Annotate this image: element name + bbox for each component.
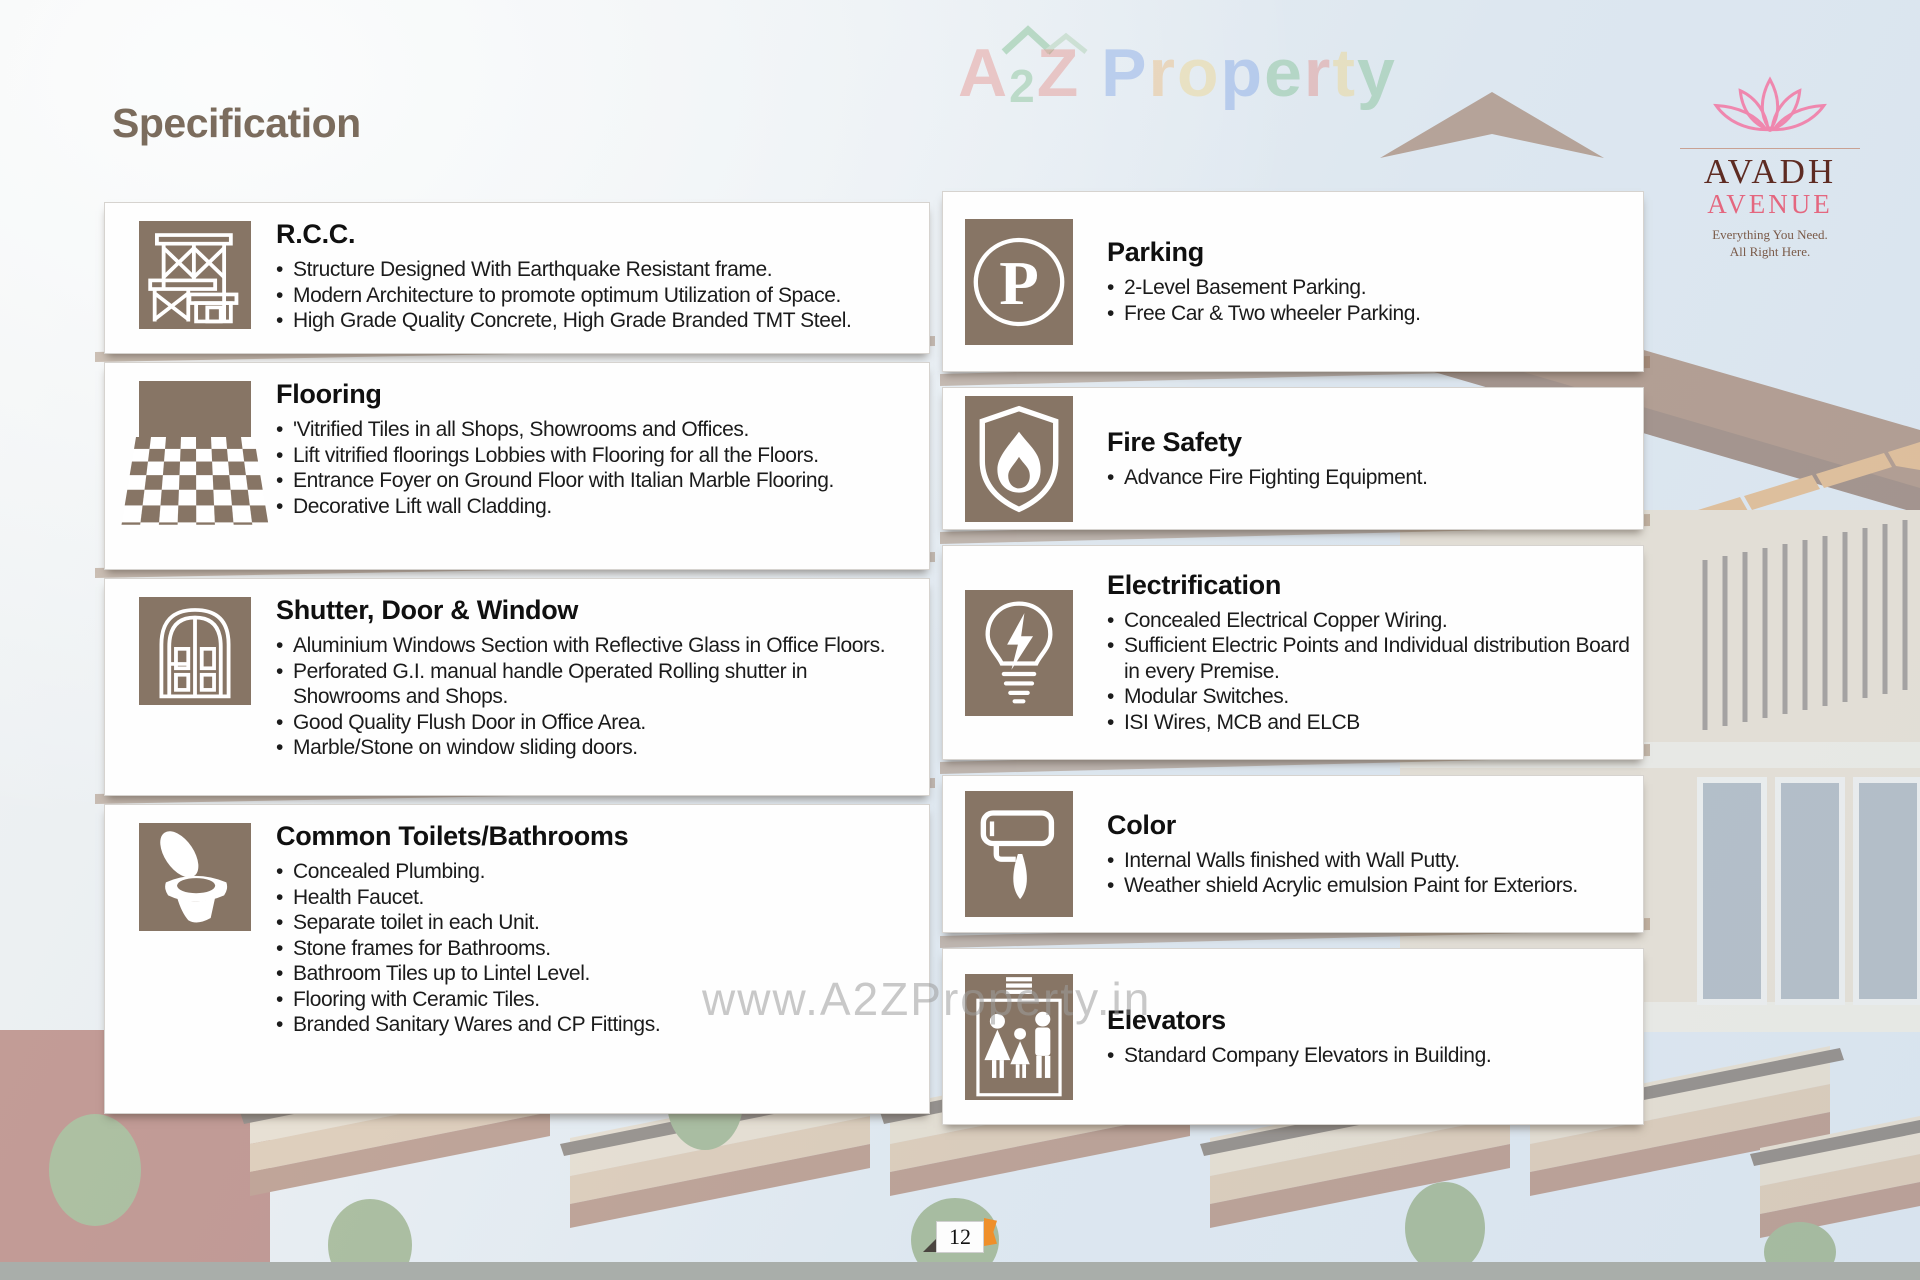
bullet-icon: • bbox=[276, 309, 283, 332]
brand-watermark-letter: o bbox=[1176, 35, 1221, 111]
spec-item: • 2-Level Basement Parking. bbox=[1107, 276, 1367, 299]
bullet-icon: • bbox=[1107, 874, 1114, 897]
bullet-icon: • bbox=[276, 911, 283, 934]
spec-item: • Flooring with Ceramic Tiles. bbox=[276, 987, 540, 1011]
page-number: 12 bbox=[936, 1221, 984, 1253]
spec-item: • Decorative Lift wall Cladding. bbox=[276, 494, 552, 518]
spec-item: • Modular Switches. bbox=[1107, 685, 1289, 709]
spec-card-shutter-door-window bbox=[104, 578, 930, 796]
bullet-icon: • bbox=[276, 736, 283, 759]
spec-item: • Structure Designed With Earthquake Resistant frame. bbox=[276, 258, 773, 281]
bullet-icon: • bbox=[276, 443, 283, 467]
spec-item-list bbox=[1107, 1043, 1633, 1069]
page-title: Specification bbox=[112, 100, 361, 146]
spec-card-title: Flooring bbox=[276, 379, 382, 409]
spec-item: • Health Faucet. bbox=[276, 885, 424, 909]
spec-card-title: Fire Safety bbox=[1107, 426, 1242, 457]
spec-item-list bbox=[276, 257, 915, 334]
bullet-icon: • bbox=[1107, 276, 1114, 299]
spec-item: • Branded Sanitary Wares and CP Fittings. bbox=[276, 1013, 661, 1036]
spec-item: • Bathroom Tiles up to Lintel Level. bbox=[276, 962, 590, 985]
spec-card-toilets bbox=[104, 804, 930, 1114]
avadh-avenue-logo bbox=[1686, 72, 1854, 260]
construction-scaffold-icon bbox=[139, 221, 251, 329]
spec-item: • Lift vitrified floorings Lobbies with Flooring for all the Floors. bbox=[276, 443, 819, 467]
spec-card-rcc bbox=[104, 202, 930, 354]
spec-item: • Separate toilet in each Unit. bbox=[276, 911, 540, 934]
bullet-icon: • bbox=[1107, 1043, 1114, 1067]
spec-card-electrification bbox=[942, 545, 1644, 760]
bulb-bolt-icon bbox=[965, 590, 1073, 716]
spec-item: • Sufficient Electric Points and Individual distribution Board in every Premise. bbox=[1107, 634, 1630, 683]
spec-card-title: Elevators bbox=[1107, 1004, 1226, 1035]
spec-item: • Modern Architecture to promote optimum Utilization of Space. bbox=[276, 283, 841, 307]
bullet-icon: • bbox=[1107, 301, 1114, 325]
spec-item: • 'Vitrified Tiles in all Shops, Showrooms and Offices. bbox=[276, 418, 749, 441]
bullet-icon: • bbox=[276, 283, 283, 307]
spec-card-title: Electrification bbox=[1107, 569, 1282, 600]
logo-tagline: Everything You Need. All Right Here. bbox=[1712, 227, 1828, 259]
spec-card-title: Color bbox=[1107, 809, 1176, 840]
paint-roller-icon bbox=[965, 791, 1073, 917]
logo-divider bbox=[1680, 148, 1860, 149]
page-number-badge bbox=[936, 1221, 984, 1253]
brand-watermark-letter: p bbox=[1220, 35, 1265, 111]
brand-watermark-letter: r bbox=[1148, 35, 1177, 111]
bullet-icon: • bbox=[276, 962, 283, 985]
fire-shield-icon bbox=[965, 396, 1073, 522]
spec-card-title: Shutter, Door & Window bbox=[276, 595, 579, 625]
bullet-icon: • bbox=[276, 494, 283, 518]
spec-item: • Marble/Stone on window sliding doors. bbox=[276, 736, 638, 759]
checkered-floor-icon bbox=[139, 381, 251, 489]
bullet-icon: • bbox=[276, 936, 283, 960]
arched-door-icon bbox=[139, 597, 251, 705]
brand-watermark-letter: r bbox=[1303, 35, 1333, 111]
brand-watermark-letter: y bbox=[1357, 35, 1397, 111]
spec-item: • Concealed Electrical Copper Wiring. bbox=[1107, 608, 1448, 632]
spec-card-title: R.C.C. bbox=[276, 219, 356, 249]
brand-watermark-letter: P bbox=[1101, 35, 1149, 111]
bullet-icon: • bbox=[276, 885, 283, 909]
spec-card-fire-safety bbox=[942, 387, 1644, 530]
bullet-icon: • bbox=[1107, 710, 1114, 734]
spec-item-list bbox=[1107, 848, 1633, 899]
logo-name: AVADH bbox=[1703, 152, 1837, 191]
toilet-icon bbox=[139, 823, 251, 931]
spec-card-color bbox=[942, 775, 1644, 933]
spec-item: • Entrance Foyer on Ground Floor with Italian Marble Flooring. bbox=[276, 469, 834, 492]
brand-watermark-letter: Z bbox=[1036, 35, 1081, 111]
spec-item: • Good Quality Flush Door in Office Area. bbox=[276, 710, 646, 734]
spec-item: • Concealed Plumbing. bbox=[276, 860, 486, 883]
bullet-icon: • bbox=[1107, 608, 1114, 632]
bullet-icon: • bbox=[276, 987, 283, 1011]
bullet-icon: • bbox=[1107, 685, 1114, 709]
a2z-property-watermark bbox=[958, 34, 1397, 113]
lotus-icon bbox=[1695, 72, 1845, 152]
spec-item: • Advance Fire Fighting Equipment. bbox=[1107, 465, 1428, 489]
brand-watermark-letter bbox=[1080, 35, 1101, 111]
brand-watermark-letter: e bbox=[1264, 35, 1304, 111]
bullet-icon: • bbox=[1107, 465, 1114, 489]
bullet-icon: • bbox=[276, 469, 283, 492]
spec-item-list bbox=[276, 633, 915, 761]
brand-watermark-letter: 2 bbox=[1009, 60, 1037, 112]
spec-item-list bbox=[1107, 465, 1633, 491]
bullet-icon: • bbox=[1107, 634, 1114, 658]
bullet-icon: • bbox=[276, 258, 283, 281]
spec-item: • Aluminium Windows Section with Reflective Glass in Office Floors. bbox=[276, 634, 886, 657]
spec-card-title: Common Toilets/Bathrooms bbox=[276, 821, 629, 851]
spec-card-parking bbox=[942, 191, 1644, 372]
spec-item: • Perforated G.I. manual handle Operated Rolling shutter in Showrooms and Shops. bbox=[276, 659, 808, 708]
spec-item-list bbox=[1107, 608, 1633, 736]
spec-item: • Internal Walls finished with Wall Putty. bbox=[1107, 848, 1460, 872]
spec-item-list bbox=[276, 417, 915, 519]
bullet-icon: • bbox=[276, 634, 283, 657]
spec-item: • Weather shield Acrylic emulsion Paint for Exteriors. bbox=[1107, 874, 1578, 897]
brand-watermark-letter: A bbox=[958, 35, 1010, 111]
bullet-icon: • bbox=[276, 418, 283, 441]
bullet-icon: • bbox=[276, 659, 283, 683]
spec-card-title: Parking bbox=[1107, 237, 1204, 267]
website-watermark: www.A2ZProperty.in bbox=[702, 973, 1152, 1025]
spec-item-list bbox=[1107, 275, 1633, 326]
spec-item: • Standard Company Elevators in Building. bbox=[1107, 1043, 1492, 1067]
bullet-icon: • bbox=[276, 860, 283, 883]
brand-watermark-letter: t bbox=[1332, 35, 1358, 111]
bullet-icon: • bbox=[276, 1013, 283, 1036]
parking-icon bbox=[965, 219, 1073, 345]
svg-text:P: P bbox=[999, 247, 1039, 318]
bullet-icon: • bbox=[1107, 848, 1114, 872]
logo-subname: AVENUE bbox=[1707, 189, 1833, 219]
spec-item: • ISI Wires, MCB and ELCB bbox=[1107, 710, 1360, 734]
spec-item: • High Grade Quality Concrete, High Grade Branded TMT Steel. bbox=[276, 309, 852, 332]
spec-item: • Free Car & Two wheeler Parking. bbox=[1107, 301, 1421, 325]
bullet-icon: • bbox=[276, 710, 283, 734]
spec-card-flooring bbox=[104, 362, 930, 570]
spec-item: • Stone frames for Bathrooms. bbox=[276, 936, 551, 960]
